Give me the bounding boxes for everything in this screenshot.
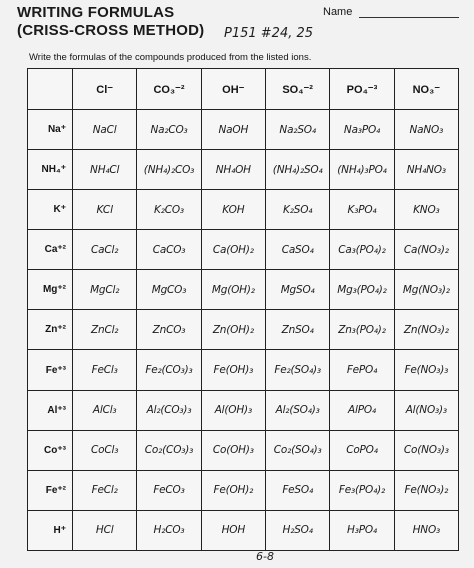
anion-header: PO₄⁻³ (330, 69, 394, 110)
formula-cell: ZnCO₃ (137, 310, 201, 350)
formula-cell: ZnSO₄ (265, 310, 329, 350)
formula-cell: Mg₃(PO₄)₂ (330, 270, 394, 310)
table-row (28, 190, 459, 230)
formula-cell: HOH (201, 510, 265, 550)
anion-header: NO₃⁻ (394, 69, 458, 110)
formula-cell: Fe₃(PO₄)₂ (330, 470, 394, 510)
cation-label: H⁺ (28, 510, 73, 550)
formula-cell: H₃PO₄ (330, 510, 394, 550)
formula-cell: Co₂(SO₄)₃ (265, 430, 329, 470)
cation-label: K⁺ (28, 190, 73, 230)
formula-cell: Al(OH)₃ (201, 390, 265, 430)
formula-cell: (NH₄)₃PO₄ (330, 150, 394, 190)
formula-cell: FeCl₂ (73, 470, 137, 510)
formula-cell: MgCO₃ (137, 270, 201, 310)
formula-cell: KNO₃ (394, 190, 458, 230)
cation-label: Al⁺³ (28, 390, 73, 430)
formula-cell: Fe(OH)₃ (201, 350, 265, 390)
formula-cell: CaSO₄ (265, 230, 329, 270)
corner-cell (28, 69, 73, 110)
formula-cell: FeCl₃ (73, 350, 137, 390)
formula-cell: Fe₂(SO₄)₃ (265, 350, 329, 390)
anion-header: Cl⁻ (73, 69, 137, 110)
cation-label: Fe⁺² (28, 470, 73, 510)
footer-mark: 6-8 (256, 550, 274, 563)
cation-label: Zn⁺² (28, 310, 73, 350)
formula-cell: CoCl₃ (73, 430, 137, 470)
anion-header-row (28, 69, 459, 110)
formula-cell: CoPO₄ (330, 430, 394, 470)
formula-cell: FeCO₃ (137, 470, 201, 510)
formula-cell: Co(NO₃)₃ (394, 430, 458, 470)
formula-cell: HCl (73, 510, 137, 550)
formula-cell: ZnCl₂ (73, 310, 137, 350)
formula-cell: (NH₄)₂CO₃ (137, 150, 201, 190)
formula-cell: Ca(OH)₂ (201, 230, 265, 270)
formula-cell: Fe(NO₃)₃ (394, 350, 458, 390)
cation-label: Na⁺ (28, 110, 73, 150)
anion-header: CO₃⁻² (137, 69, 201, 110)
formula-cell: Zn₃(PO₄)₂ (330, 310, 394, 350)
formula-cell: CaCl₂ (73, 230, 137, 270)
formula-cell: KOH (201, 190, 265, 230)
formula-cell: K₂SO₄ (265, 190, 329, 230)
formula-cell: HNO₃ (394, 510, 458, 550)
formula-table (27, 68, 459, 551)
table-row (28, 110, 459, 150)
table-row (28, 510, 459, 550)
formula-cell: FeSO₄ (265, 470, 329, 510)
formula-cell: NaCl (73, 110, 137, 150)
name-label: Name (323, 6, 353, 18)
table-row (28, 230, 459, 270)
formula-cell: Mg(NO₃)₂ (394, 270, 458, 310)
table-row (28, 350, 459, 390)
table-row (28, 390, 459, 430)
cation-label: Fe⁺³ (28, 350, 73, 390)
cation-label: Co⁺³ (28, 430, 73, 470)
formula-cell: Zn(NO₃)₂ (394, 310, 458, 350)
formula-cell: KCl (73, 190, 137, 230)
formula-cell: AlCl₃ (73, 390, 137, 430)
name-line (359, 17, 459, 18)
formula-cell: Na₂CO₃ (137, 110, 201, 150)
formula-cell: Zn(OH)₂ (201, 310, 265, 350)
cation-label: NH₄⁺ (28, 150, 73, 190)
formula-cell: AlPO₄ (330, 390, 394, 430)
worksheet-title: WRITING FORMULAS (17, 4, 175, 21)
formula-cell: Fe(NO₃)₂ (394, 470, 458, 510)
formula-cell: NH₄NO₃ (394, 150, 458, 190)
formula-cell: Al₂(SO₄)₃ (265, 390, 329, 430)
formula-cell: H₂CO₃ (137, 510, 201, 550)
formula-cell: NH₄Cl (73, 150, 137, 190)
formula-cell: Ca₃(PO₄)₂ (330, 230, 394, 270)
cation-label: Mg⁺² (28, 270, 73, 310)
anion-header: OH⁻ (201, 69, 265, 110)
formula-cell: Co₂(CO₃)₃ (137, 430, 201, 470)
formula-cell: NH₄OH (201, 150, 265, 190)
formula-cell: Mg(OH)₂ (201, 270, 265, 310)
formula-cell: MgSO₄ (265, 270, 329, 310)
worksheet-subtitle: (CRISS-CROSS METHOD) (17, 22, 205, 39)
formula-cell: Al(NO₃)₃ (394, 390, 458, 430)
formula-cell: Na₂SO₄ (265, 110, 329, 150)
formula-cell: Fe₂(CO₃)₃ (137, 350, 201, 390)
formula-cell: H₂SO₄ (265, 510, 329, 550)
instructions-text: Write the formulas of the compounds produced from the listed ions. (29, 52, 312, 63)
formula-cell: Ca(NO₃)₂ (394, 230, 458, 270)
formula-cell: K₂CO₃ (137, 190, 201, 230)
formula-cell: CaCO₃ (137, 230, 201, 270)
cation-label: Ca⁺² (28, 230, 73, 270)
formula-cell: NaNO₃ (394, 110, 458, 150)
page-reference-note: P151 #24, 25 (224, 26, 314, 41)
formula-cell: NaOH (201, 110, 265, 150)
formula-cell: (NH₄)₂SO₄ (265, 150, 329, 190)
formula-cell: Na₃PO₄ (330, 110, 394, 150)
formula-cell: Co(OH)₃ (201, 430, 265, 470)
formula-cell: K₃PO₄ (330, 190, 394, 230)
table-row (28, 270, 459, 310)
table-row (28, 150, 459, 190)
table-row (28, 470, 459, 510)
anion-header: SO₄⁻² (265, 69, 329, 110)
table-row (28, 310, 459, 350)
formula-rows (28, 110, 459, 551)
formula-cell: MgCl₂ (73, 270, 137, 310)
table-row (28, 430, 459, 470)
formula-cell: Fe(OH)₂ (201, 470, 265, 510)
formula-cell: FePO₄ (330, 350, 394, 390)
formula-cell: Al₂(CO₃)₃ (137, 390, 201, 430)
